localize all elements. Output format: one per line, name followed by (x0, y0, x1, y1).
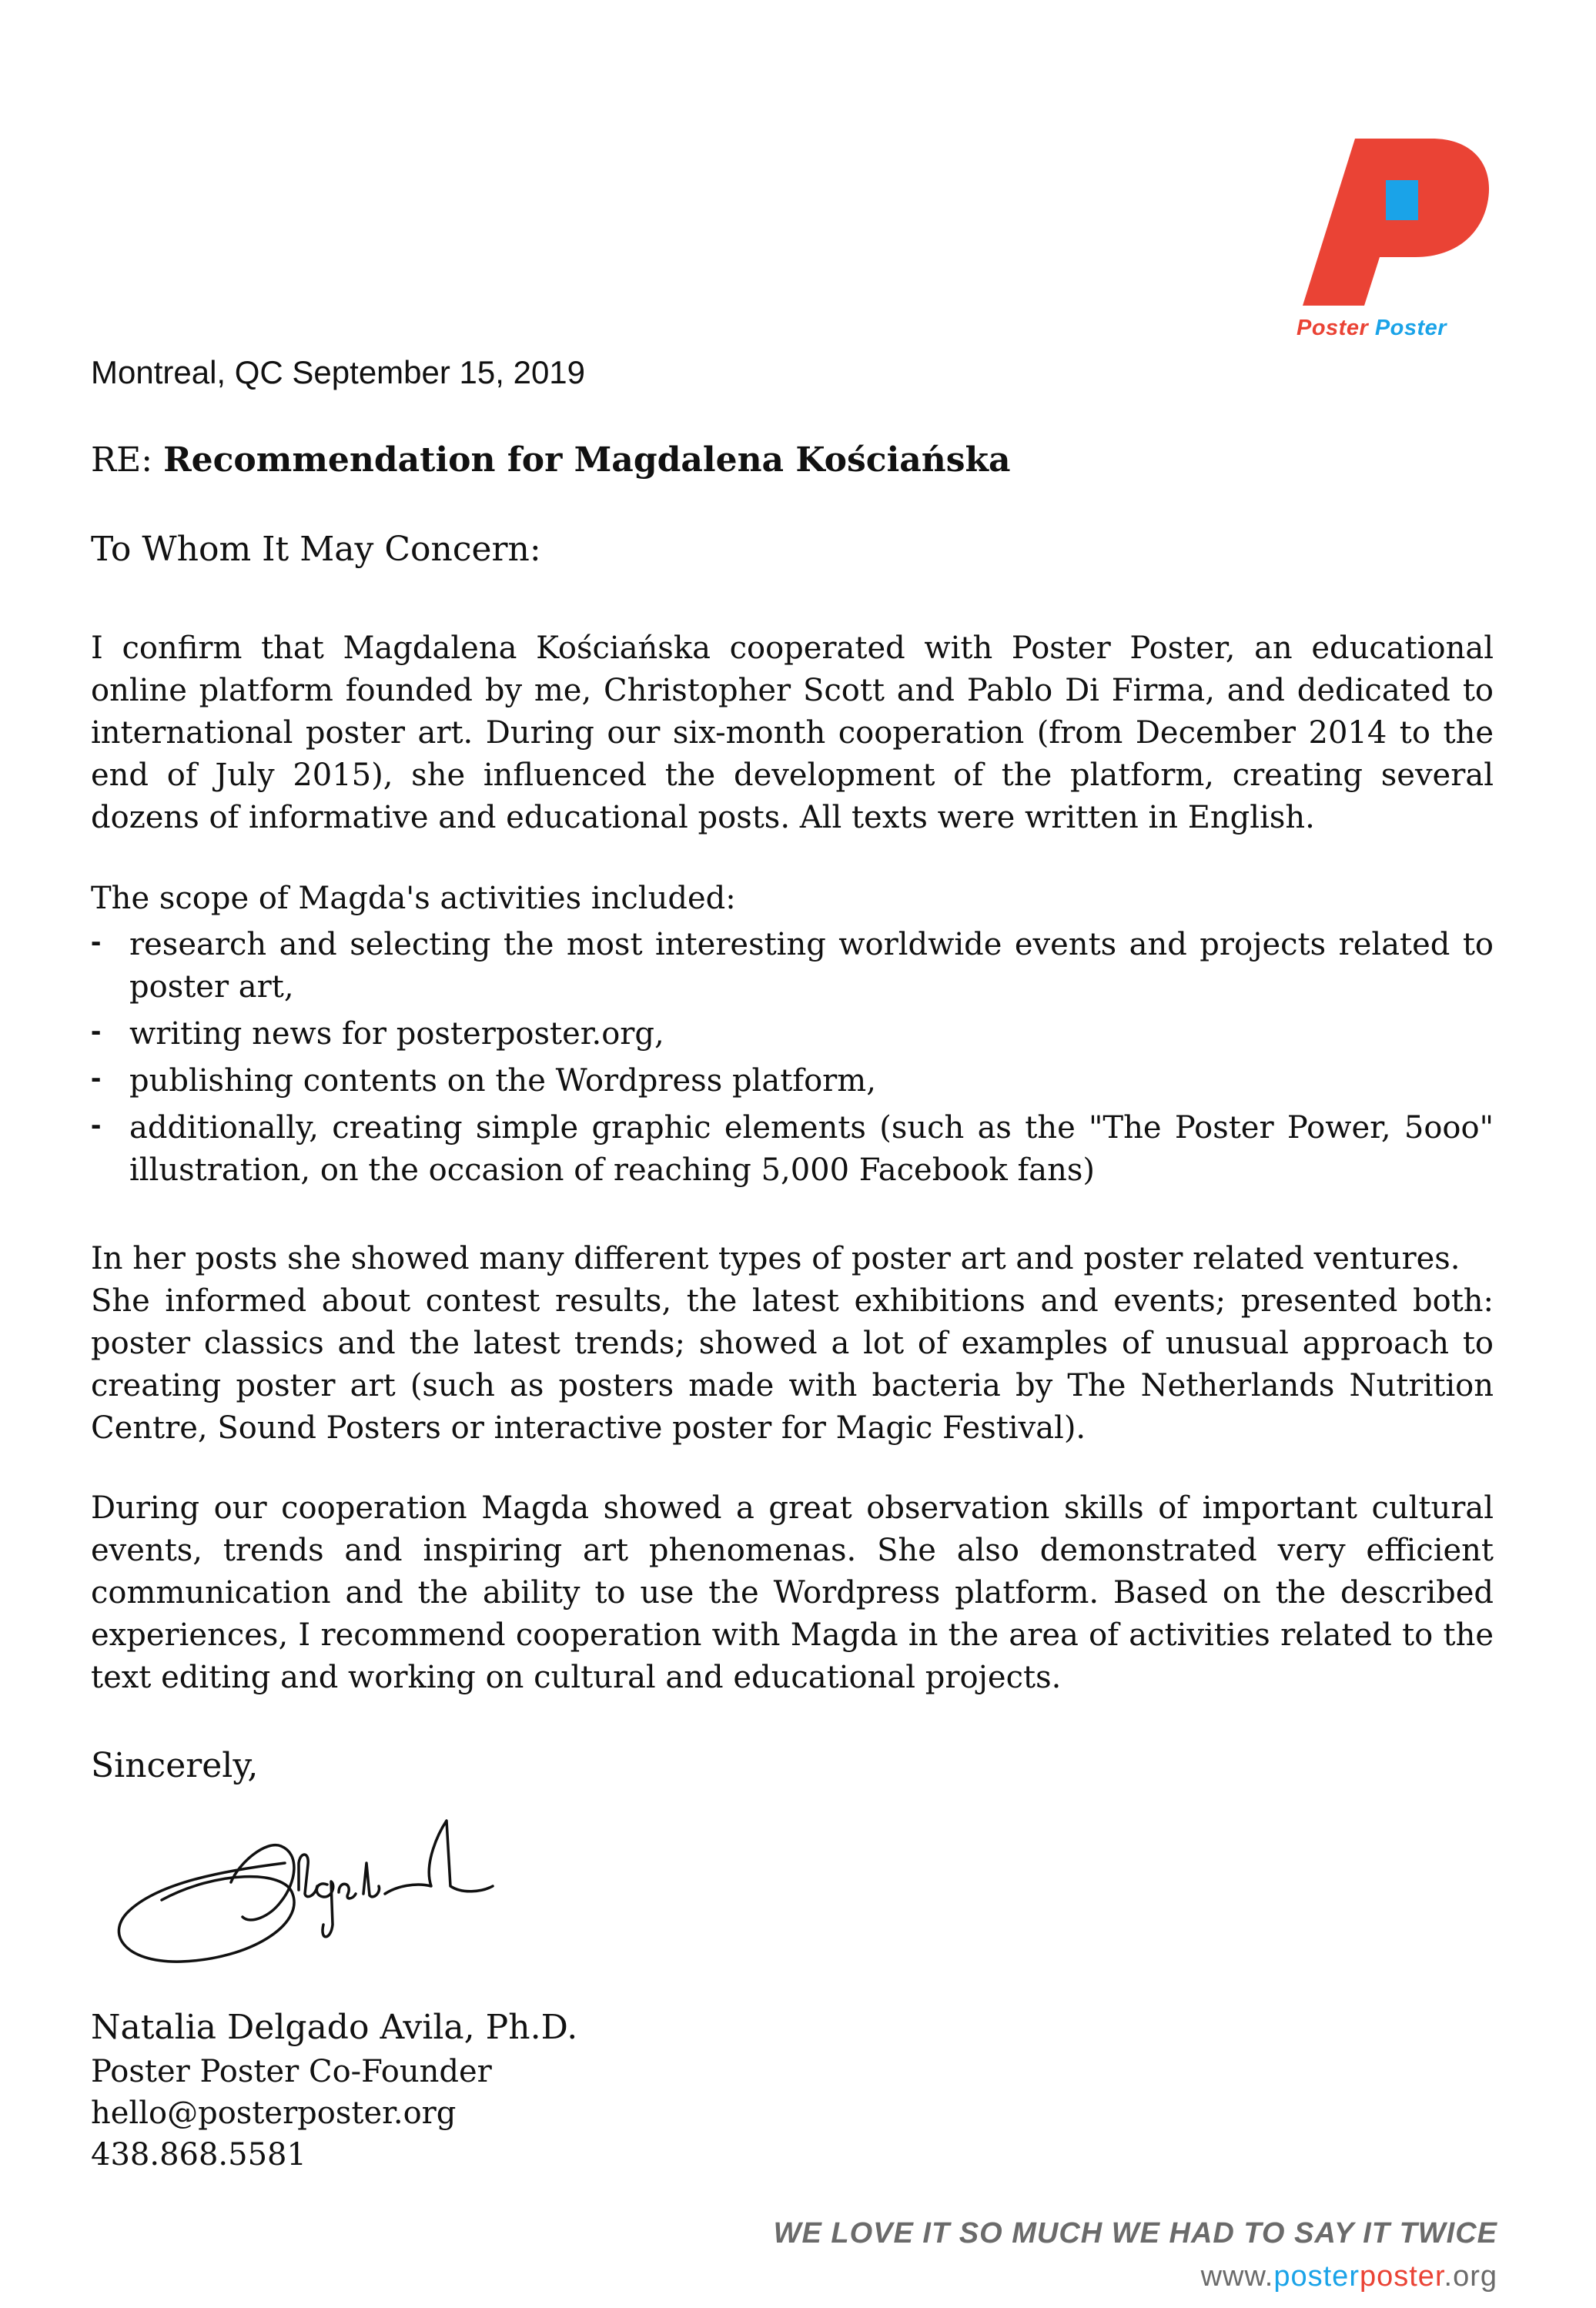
list-item-text: research and selecting the most interesting worldwide events and projects related to poster art, (129, 927, 1494, 1005)
subject-line (91, 440, 1011, 480)
paragraph-recommendation: During our cooperation Magda showed a great observation skills of important cultural events, trends and inspiring art phenomenas. She also demonstrated very efficient communication and the ability to use the Wordpress platform. Based on the described experiences, I recommend cooperation with Magda in the area of activities related to the text editing and working on cultural and educational projects. (91, 1490, 1494, 1695)
dash-bullet-icon: - (91, 1061, 102, 1095)
list-item-text: publishing contents on the Wordpress platform, (129, 1063, 876, 1099)
dash-bullet-icon: - (91, 1108, 102, 1142)
list-item (91, 924, 1494, 1008)
list-item (91, 1107, 1494, 1192)
website-prefix: www. (1200, 2260, 1274, 2293)
signer-email: hello@posterposter.org (91, 2096, 457, 2131)
subject-text: Recommendation for Magdalena Kościańska (163, 440, 1011, 480)
logo-wordmark (1297, 316, 1497, 341)
scope-title: The scope of Magda's activities included: (91, 881, 736, 916)
list-item-text: additionally, creating simple graphic elements (such as the "The Poster Power, 5ooo" illustration, on the occasion of reaching 5,000 Facebook fans) (129, 1110, 1494, 1188)
list-item-text: writing news for posterposter.org, (129, 1016, 664, 1052)
logo-word-1: Poster (1297, 316, 1369, 340)
footer-tagline: WE LOVE IT SO MUCH WE HAD TO SAY IT TWICE (773, 2217, 1497, 2249)
signer-name: Natalia Delgado Avila, Ph.D. (91, 2008, 578, 2047)
dash-bullet-icon: - (91, 925, 102, 958)
paragraph-posts-body: She informed about contest results, the latest exhibitions and events; presented both: poster classics and the latest trends; showed a lot of examples of unusual approach to creating poster art (such as posters made with bacteria by The Netherlands Nutrition Centre, Sound Posters or interactive poster for Magic Festival). (91, 1283, 1494, 1446)
website-suffix: .org (1444, 2260, 1497, 2293)
poster-poster-logo (1293, 132, 1494, 363)
logo-word-2: Poster (1374, 316, 1447, 340)
footer-website (1201, 2260, 1497, 2293)
website-part2: poster (1359, 2260, 1444, 2293)
paragraph-posts (91, 1238, 1494, 1450)
logo-p-mark-icon (1293, 132, 1494, 317)
paragraph-intro: I confirm that Magdalena Kościańska cooperated with Poster Poster, an educational online platform founded by me, Christopher Scott and Pablo Di Firma, and dedicated to international poster art. During our six-month cooperation (from December 2014 to the end of July 2015), she influenced the development of the platform, creating several dozens of informative and educational posts. All texts were written in English. (91, 631, 1494, 835)
dash-bullet-icon: - (91, 1014, 102, 1048)
website-part1: poster (1273, 2260, 1360, 2293)
handwritten-signature (108, 1809, 508, 1963)
signer-phone: 438.868.5581 (91, 2137, 306, 2173)
paragraph-posts-line1: In her posts she showed many different types of poster art and poster related ventures. (91, 1241, 1460, 1276)
closing: Sincerely, (91, 1746, 259, 1785)
letter-date: Montreal, QC September 15, 2019 (91, 354, 586, 390)
scope-list (91, 924, 1494, 1196)
signer-role: Poster Poster Co-Founder (91, 2054, 492, 2089)
list-item (91, 1013, 1494, 1055)
list-item (91, 1060, 1494, 1102)
salutation: To Whom It May Concern: (91, 530, 541, 569)
subject-prefix: RE: (91, 440, 164, 480)
